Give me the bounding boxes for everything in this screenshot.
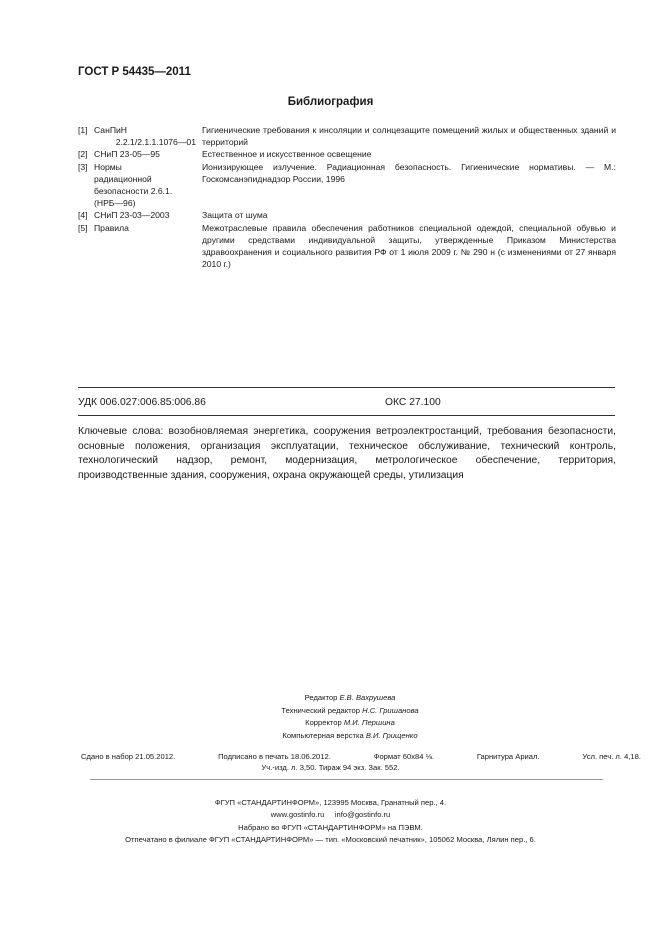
credit-name: В.И. Грищенко	[365, 730, 418, 740]
publisher-printed: Отпечатано в филиале ФГУП «СТАНДАРТИНФОРМ» — тип. «Московский печатник», 105062 Москва, Лялин пер., 6.	[125, 834, 536, 844]
credit-tech-editor	[150, 705, 550, 718]
entry-source-line: радиационной	[94, 173, 152, 184]
entry-source	[94, 148, 202, 160]
bibliography-list	[78, 124, 616, 270]
oks-code: ОКС 27.100	[385, 397, 441, 408]
credit-editor	[150, 692, 550, 705]
divider-bottom	[78, 415, 615, 416]
entry-number: [4]	[78, 210, 88, 221]
bibliography-entry	[78, 124, 616, 148]
imprint-details	[81, 752, 641, 761]
bibliography-entry	[78, 222, 616, 271]
publisher-address: ФГУП «СТАНДАРТИНФОРМ», 123995 Москва, Гранатный пер., 4.	[214, 798, 447, 807]
entry-source-line: СНиП 23-03—2003	[94, 210, 170, 221]
credit-name: Н.С. Гришанова	[362, 705, 419, 715]
entry-description: Межотраслевые правила обеспечения работников специальной одеждой, специальной обувью и другими средствами индивидуальной защиты, утвержденные Приказом Министерства здравоохранения и социального развития РФ от 1 июля 2009 г. № 290 н (с изменениями от 27 января 2010 г.)	[202, 222, 616, 270]
imprint-signed: Подписано в печать 18.06.2012.	[218, 752, 331, 761]
entry-source-line: Правила	[94, 222, 129, 233]
credits	[150, 692, 550, 742]
entry-source	[94, 209, 202, 221]
entry-source	[94, 222, 202, 271]
bibliography-entry	[78, 161, 616, 210]
entry-number: [5]	[78, 222, 88, 233]
imprint-typeface: Гарнитура Ариал.	[476, 752, 540, 761]
entry-number: [3]	[78, 161, 88, 172]
bibliography-entry	[78, 148, 616, 160]
divider-top	[78, 387, 615, 388]
credit-role: Корректор	[305, 718, 342, 728]
entry-description: Естественное и искусственное освещение	[202, 149, 372, 160]
publisher-typeset: Набрано во ФГУП «СТАНДАРТИНФОРМ» на ПЭВМ.	[238, 822, 423, 832]
entry-source	[94, 124, 202, 148]
credit-layout	[150, 730, 550, 743]
publisher-info	[0, 797, 661, 846]
entry-source-line: Нормы	[94, 161, 122, 172]
entry-number: [1]	[78, 125, 88, 135]
imprint-format: Формат 60x84 ⅛.	[373, 752, 435, 761]
keywords: Ключевые слова: возобновляемая энергетика, сооружения ветроэлектростанций, требования безопасности, основные положения, организация эксплуатации, техническое обслуживание, технический контроль, технологический надзор, ремонт, модернизация, метрологическое обеспечение, территория, производственные здания, сооружения, охрана окружающей среды, утилизация	[78, 426, 616, 481]
credit-name: Е.В. Вахрушева	[339, 693, 396, 702]
document-code: ГОСТ Р 54435—2011	[78, 66, 191, 78]
entry-source	[94, 161, 202, 210]
entry-source-line: безопасности 2.6.1.	[94, 186, 173, 197]
credit-proofreader	[150, 717, 550, 730]
imprint-run-details: Уч.-изд. л. 3,50. Тираж 94 экз. Зак. 552.	[261, 763, 400, 772]
entry-source-line: СНиП 23-05—95	[94, 149, 160, 160]
imprint-print-sheets: Усл. печ. л. 4,18.	[582, 752, 641, 761]
publisher-email[interactable]: info@gostinfo.ru	[334, 810, 391, 820]
bibliography-entry	[78, 209, 616, 221]
entry-description: Гигиенические требования к инсоляции и солнцезащите помещений жилых и общественных зданий и территорий	[202, 125, 616, 148]
bibliography-title: Библиография	[287, 96, 374, 108]
entry-source-line: (НРБ—96)	[94, 198, 136, 209]
imprint-submitted: Сдано в набор 21.05.2012.	[81, 752, 176, 761]
publisher-contacts	[0, 809, 661, 821]
entry-source-line: СанПиН	[94, 125, 128, 135]
entry-source-line: 2.2.1/2.1.1.1076—01	[115, 137, 196, 148]
credit-name: М.И. Першина	[343, 718, 395, 728]
entry-description: Защита от шума	[202, 210, 268, 221]
entry-number: [2]	[78, 149, 88, 160]
credit-role: Компьютерная верстка	[282, 730, 364, 740]
imprint-divider	[90, 779, 603, 780]
credit-role: Технический редактор	[281, 705, 360, 715]
udc-code: УДК 006.027:006.85:006.86	[78, 397, 206, 408]
publisher-website[interactable]: www.gostinfo.ru	[270, 810, 325, 820]
entry-description: Ионизирующее излучение. Радиационная безопасность. Гигиенические нормативы. — М.: Госкомсанэпиднадзор России, 1996	[202, 161, 616, 184]
credit-role: Редактор	[304, 693, 338, 702]
